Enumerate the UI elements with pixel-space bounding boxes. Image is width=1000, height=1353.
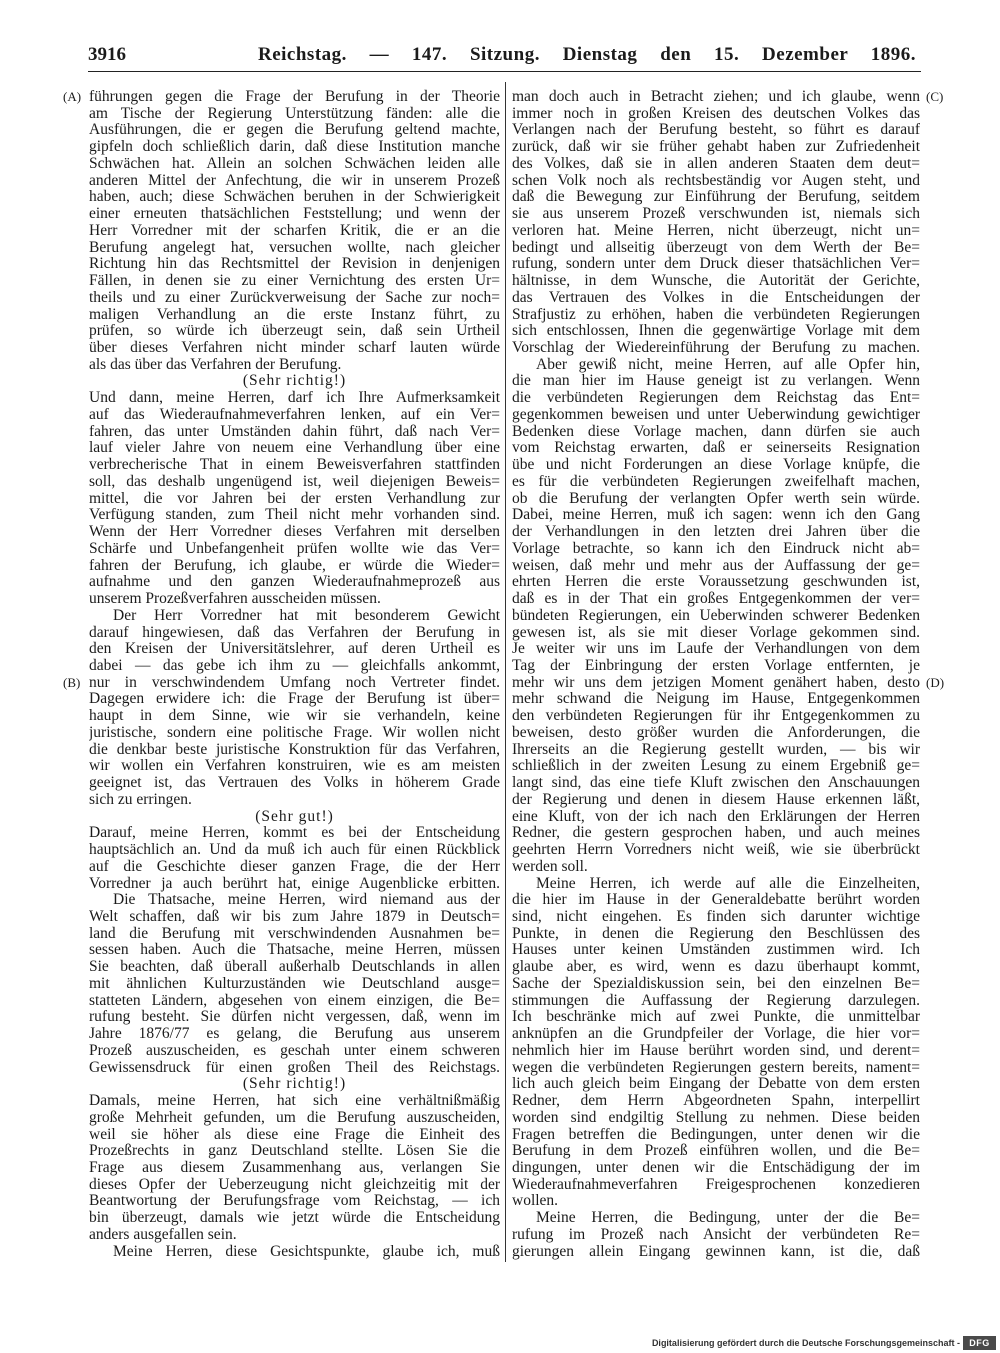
text-line: maligen Verhandlung an die erste Instanz führt, zu <box>89 306 500 323</box>
text-line: anderen Mittel der Anfechtung, die wir in unserem Prozeß <box>89 172 500 189</box>
text-line: dieses Opfer der Ueberzeugung nicht gleichzeitig mit der <box>89 1176 500 1193</box>
text-line: mehr wir uns dem jetzigen Moment genähert haben, desto <box>512 674 920 691</box>
text-line: hauptsächlich an. Und da muß ich auch für einen Rückblick <box>89 842 500 859</box>
text-line: nur in verschwindendem Umfang noch Vertreter findet. <box>89 674 500 691</box>
text-line: die denkbar beste juristische Konstruktion für das Verfahren, <box>89 741 500 758</box>
text-line: eine Kluft, von der ich nach den Erklärungen der Herren <box>512 808 920 825</box>
text-line: mehr schwand die Neigung im Hause, Entgegenkommen <box>512 691 920 708</box>
text-line: Tag der Einbringung der ersten Vorlage entfernten, je <box>512 657 920 674</box>
text-line: die verbündeten Regierungen dem Reichstag das Ent= <box>512 390 920 407</box>
text-line: dingungen, unter denen wir die Entschädigung der im <box>512 1160 920 1176</box>
text-line: fahren, das unter Umständen dahin führt, daß nach Ver= <box>89 423 500 440</box>
text-line: Bedenken diese Vorlage machen, dann dürfen sie auch <box>512 423 920 440</box>
text-line: Jahre 1876/77 es gelang, die Berufung aus unserem <box>89 1026 500 1043</box>
running-title: Reichstag. — 147. Sitzung. Dienstag den 15. Dezember 1896. <box>258 44 916 65</box>
page-number: 3916 <box>88 44 126 65</box>
margin-mark-c: (C) <box>926 89 944 104</box>
text-line: Punkte, in denen die Regierung den Beschlüssen des <box>512 925 920 942</box>
text-line: Redner, die gestern gesprochen haben, und auch meines <box>512 825 920 842</box>
text-line: des Volkes, daß sie in allen anderen Staaten dem deut= <box>512 155 920 172</box>
text-line: gewesen ist, als sie mit dieser Vorlage gekommen sind. <box>512 624 920 641</box>
text-line: zurück, daß wir sie früher gehabt haben zur Zufriedenheit <box>512 139 920 156</box>
text-line: Beantwortung der Berufungsfrage vom Reichstag, — ich <box>89 1193 500 1210</box>
text-line: gegenkommen beweisen und unter Ueberwindung gewichtiger <box>512 406 920 423</box>
text-line: haupt in dem Sinne, wie wir sie verhandeln, keine <box>89 708 500 725</box>
text-line: auf das Wiederaufnahmeverfahren lenken, auf ein Ver= <box>89 406 500 423</box>
text-line: Vorschlag der Wiedereinführung der Berufung zu machen. <box>512 340 920 357</box>
text-line: Aber gewiß nicht, meine Herren, auf alle Opfer hin, <box>536 356 920 373</box>
text-line: Meine Herren, ich werde auf alle die Einzelheiten, <box>536 875 920 892</box>
text-line: gierungen allein Eingang gewinnen kann, ist die, daß <box>512 1243 920 1260</box>
text-line: unserem Prozeßverfahren ausscheiden müssen. <box>89 591 381 608</box>
interjection-line: (Sehr richtig!) <box>242 1076 347 1093</box>
text-line: Ich beschränke mich auf zwei Punkte, die unmittelbar <box>512 1009 920 1026</box>
text-line: Frage aus diesem Zusammenhang aus, verlangen Sie <box>89 1160 500 1176</box>
text-line: verloren hat. Meine Herren, nicht überzeugt, nicht un= <box>512 222 920 239</box>
text-line: daß es in der That ein großes Entgegenkommen der ver= <box>512 591 920 608</box>
text-line: Redner, dem Herrn Abgeordneten Spahn, interpellirt <box>512 1093 920 1110</box>
text-line: der Regierung und denen in diesem Hause erkennen läßt, <box>512 791 920 808</box>
text-line: juristische, sondern eine politische Frage. Wir wollen nicht <box>89 724 500 741</box>
text-line: sind, nicht eingehen. Es finden sich darunter wichtige <box>512 908 920 925</box>
text-line: bündeten Regierungen, ein Ueberwinden schwerer Bedenken <box>512 607 920 624</box>
text-line: langt sind, das eine tiefe Kluft zwischen den Anschauungen <box>512 775 920 792</box>
text-line: man doch auch in Betracht ziehen; und ich glaube, wenn <box>512 89 920 105</box>
text-line: bedingt und allseitig überzeugt von dem Werth der Be= <box>512 239 920 256</box>
text-line: bin überzeugt, damals wie jetzt würde die Entscheidung <box>89 1210 500 1227</box>
column-divider <box>505 82 506 1262</box>
text-line: ob die Berufung der verlangten Opfer werth sein würde. <box>512 490 920 507</box>
text-line: weil sie höher als diese eine Frage die Einheit des <box>89 1126 500 1143</box>
text-line: Meine Herren, die Bedingung, unter der die Be= <box>536 1210 920 1227</box>
text-line: ehrten Herren die erste Voraussetzung geschwunden ist, <box>512 574 920 591</box>
text-line: beweisen, desto größer wurden die Anforderungen, die <box>512 724 920 741</box>
text-line: wollen. <box>512 1193 559 1210</box>
text-line: die hier im Hause in der Generaldebatte berührt worden <box>512 892 920 909</box>
text-line: übe und nicht Forderungen an diese Vorlage knüpfe, die <box>512 457 920 474</box>
text-line: wegen die verbündeten Regierungen gestern bereits, nament= <box>512 1059 920 1076</box>
text-line: Meine Herren, diese Gesichtspunkte, glaube ich, muß <box>113 1243 500 1260</box>
text-line: Fragen betreffen die Bedingungen, unter denen wir die <box>512 1126 920 1143</box>
text-line: sessen haben. Auch die Thatsache, meine Herren, müssen <box>89 942 500 959</box>
text-line: glaube aber, es wird, wenn es dazu überhaupt kommt, <box>512 959 920 976</box>
text-line: Der Herr Vorredner hat mit besonderem Gewicht <box>113 607 500 624</box>
text-line: Sie beachten, daß überall außerhalb Deutschlands in allen <box>89 959 500 976</box>
text-line: auf die Geschichte dieser ganzen Frage, die der Herr <box>89 858 500 875</box>
text-line: Dagegen erwidere ich: die Frage der Berufung ist über= <box>89 691 500 708</box>
text-line: Verfügung standen, zum Theil nicht mehr vorhanden sind. <box>89 507 500 524</box>
text-line: Strafjustiz zu erhöhen, haben die verbündeten Regierungen <box>512 306 920 323</box>
text-line: haben, auch; diese Schwächen beruhen in der Schwierigkeit <box>89 189 500 206</box>
text-line: der Verhandlungen in den letzten drei Jahren über die <box>512 524 920 541</box>
text-line: lauf vieler Jahre von neuem eine Verhandlung über eine <box>89 440 500 457</box>
text-line: einer erneuten thatsächlichen Feststellung; und wenn der <box>89 206 500 223</box>
text-line: aufnahme und den ganzen Wiederaufnahmeprozeß aus <box>89 574 500 591</box>
text-line: den verbündeten Regierungen für ihr Entgegenkommen zu <box>512 708 920 725</box>
text-line: mit ähnlichen Kulturzuständen wie Deutschland ausge= <box>89 975 500 992</box>
margin-mark-b: (B) <box>63 675 81 690</box>
text-line: Sache der Spezialdiskussion sein, bei den einzelnen Be= <box>512 975 920 992</box>
text-line: wir wollen ein Verfahren konstruiren, wie es am meisten <box>89 758 500 775</box>
text-line: Hauses unter keinen Umständen zustimmen wird. Ich <box>512 942 920 959</box>
text-line: rufung im Prozeß nach Ansicht der verbündeten Re= <box>512 1226 920 1243</box>
text-line: Vorlage betrachte, so kann ich den Eindruck nicht ab= <box>512 540 920 557</box>
text-line: schen Volk noch als rechtsbeständig vor Augen steht, und <box>512 172 920 189</box>
text-line: Je weiter wir uns im Laufe der Verhandlungen von dem <box>512 641 920 658</box>
text-line: theils und zu einer Zurückverweisung der Sache zur noch= <box>89 289 500 306</box>
text-line: stimmungen die Auffassung der Regierung darzulegen. <box>512 992 920 1009</box>
text-line: Wenn der Herr Vorredner dieses Verfahren mit derselben <box>89 524 500 541</box>
text-line: Prozeßrechts in ganz Deutschland stellte. Lösen Sie die <box>89 1143 500 1160</box>
interjection-line: (Sehr gut!) <box>255 808 334 825</box>
text-line: am Tische der Regierung Unterstützung fänden: alle die <box>89 105 500 122</box>
text-line: nehmlich hier im Hause berührt worden sind, und derent= <box>512 1042 920 1059</box>
text-line: worden sind endgiltig Stellung zu nehmen. Diese beiden <box>512 1109 920 1126</box>
text-line: das Vertrauen des Volkes in die Entscheidungen der <box>512 289 920 306</box>
text-line: anknüpfen an die Grundpfeiler der Vorlage, die hier vor= <box>512 1026 920 1043</box>
text-line: darauf hingewiesen, daß das Verfahren der Berufung in <box>89 624 500 641</box>
text-line: vom Reichstag erwarten, daß er seinerseits Resignation <box>512 440 920 457</box>
text-line: Herr Vorredner mit der scharfen Kritik, die er an die <box>89 222 500 239</box>
text-line: werden soll. <box>512 858 588 875</box>
text-line: Wiederaufnahmeverfahren Freigesprochenen konzedieren <box>512 1176 920 1193</box>
digitization-credit: Digitalisierung gefördert durch die Deutsche Forschungsgemeinschaft - <box>651 1338 960 1348</box>
margin-mark-d: (D) <box>926 675 945 690</box>
text-line: immer noch in großen Kreisen des deutschen Volkes das <box>512 105 920 122</box>
text-line: prüfen, so würde ich überzeugt sein, daß sein Urtheil <box>89 323 500 340</box>
text-line: Die Thatsache, meine Herren, wird niemand aus der <box>113 892 500 909</box>
text-line: verbrecherische That in einem Beweisverfahren stattfinden <box>89 457 500 474</box>
text-line: daß die Bewegung zur Einführung der Berufung, seitdem <box>512 189 920 206</box>
margin-mark-a: (A) <box>63 89 82 104</box>
text-line: Berufung in dem Prozeß einführen wollen, und die Be= <box>512 1143 920 1160</box>
text-line: als das über das Verfahren der Berufung. <box>89 356 342 373</box>
text-line: Ausführungen, die er gegen die Berufung geltend machte, <box>89 122 500 139</box>
text-line: große Mehrheit gefunden, um die Berufung auszuscheiden, <box>89 1109 500 1126</box>
interjection-line: (Sehr richtig!) <box>242 373 347 390</box>
text-line: Welt schaffen, daß wir bis zum Jahre 1879 in Deutsch= <box>89 908 500 925</box>
text-line: Schwächen hat. Allein an solchen Schwächen leiden alle <box>89 155 500 172</box>
text-line: Vorredner ja auch berührt hat, einige Augenblicke erbitten. <box>89 875 500 892</box>
right-column <box>512 89 920 1260</box>
left-column <box>89 89 500 1260</box>
text-line: Prozeß auszuscheiden, es geschah unter einem schweren <box>89 1042 500 1059</box>
text-line: sich zu erringen. <box>89 791 192 808</box>
text-line: über dieses Verfahren nicht minder scharf lauten würde <box>89 340 500 357</box>
text-line: Fällen, in denen sie zu einer Vernichtung des ersten Ur= <box>89 273 500 290</box>
text-line: lich auch gleich beim Eingang der Debatte von dem ersten <box>512 1076 920 1093</box>
text-line: rufung besteht. Sie dürfen nicht vergessen, daß, wenn im <box>89 1009 500 1026</box>
text-line: land die Berufung mit verschwindenden Ausnahmen be= <box>89 925 500 942</box>
text-line: geeignet ist, das Vertrauen des Volks in höherem Grade <box>89 775 500 792</box>
text-line: geehrten Herrn Vorredners nicht weiß, wie sie überbrückt <box>512 842 920 859</box>
text-line: rufung, sondern unter dem Druck dieser thatsächlichen Ver= <box>512 256 920 273</box>
text-line: Damals, meine Herren, hat sich eine verhältnißmäßig <box>89 1093 500 1110</box>
text-line: mittel, die vor Jahren bei der ersten Verhandlung zur <box>89 490 500 507</box>
text-line: die man hier im Hause geneigt ist zu verlangen. Wenn <box>512 373 920 390</box>
text-line: schließlich in der zweiten Lesung zu einem Ergebniß ge= <box>512 758 920 775</box>
text-line: sie aus unserem Prozeß verschwunden ist, niemals sich <box>512 206 920 223</box>
text-line: soll, das deshalb ungenügend ist, weil diejenigen Beweis= <box>89 473 500 490</box>
text-line: Und dann, meine Herren, darf ich Ihre Aufmerksamkeit <box>89 390 500 407</box>
text-line: führungen gegen die Frage der Berufung in der Theorie <box>89 89 500 105</box>
header-rule <box>88 71 921 72</box>
text-line: Verlangen nach der Berufung besteht, so führt es darauf <box>512 122 920 139</box>
text-line: es für die verbündeten Regierungen zweifelhaft machen, <box>512 473 920 490</box>
text-line: sich entschlossen, Ihnen die gegenwärtige Vorlage mit dem <box>512 323 920 340</box>
text-line: hältnisse, in dem Wunsche, die Autorität der Gerichte, <box>512 273 920 290</box>
dfg-logo: DFG <box>963 1336 996 1350</box>
text-line: gipfeln doch schließlich darin, daß diese Institution manche <box>89 139 500 156</box>
text-line: Ihrerseits an die Regierung gestellt wurden, — bis wir <box>512 741 920 758</box>
text-line: anders ausgefallen sein. <box>89 1226 237 1243</box>
text-line: Gewissensdruck für einen großen Theil des Reichstags. <box>89 1059 500 1076</box>
text-line: fahren der Berufung, ich glaube, er würde die Wieder= <box>89 557 500 574</box>
text-line: Darauf, meine Herren, kommt es bei der Entscheidung <box>89 825 500 842</box>
text-line: Berufung angelegt hat, versuchen wollte, nach gleicher <box>89 239 500 256</box>
text-line: den Kreisen der Universitätslehrer, auf deren Urtheil es <box>89 641 500 658</box>
text-line: weisen, daß mehr und mehr aus der Auffassung der ge= <box>512 557 920 574</box>
text-line: dabei — das gebe ich ihm zu — gleichfalls ankommt, <box>89 657 500 674</box>
text-line: Dabei, meine Herren, muß ich sagen: wenn ich den Gang <box>512 507 920 524</box>
text-line: Richtung hin das Rechtsmittel der Revision in denjenigen <box>89 256 500 273</box>
text-line: Schärfe und Unbefangenheit prüfen wollte wie das Ver= <box>89 540 500 557</box>
text-line: statteten Ländern, abgesehen von einem einzigen, die Be= <box>89 992 500 1009</box>
